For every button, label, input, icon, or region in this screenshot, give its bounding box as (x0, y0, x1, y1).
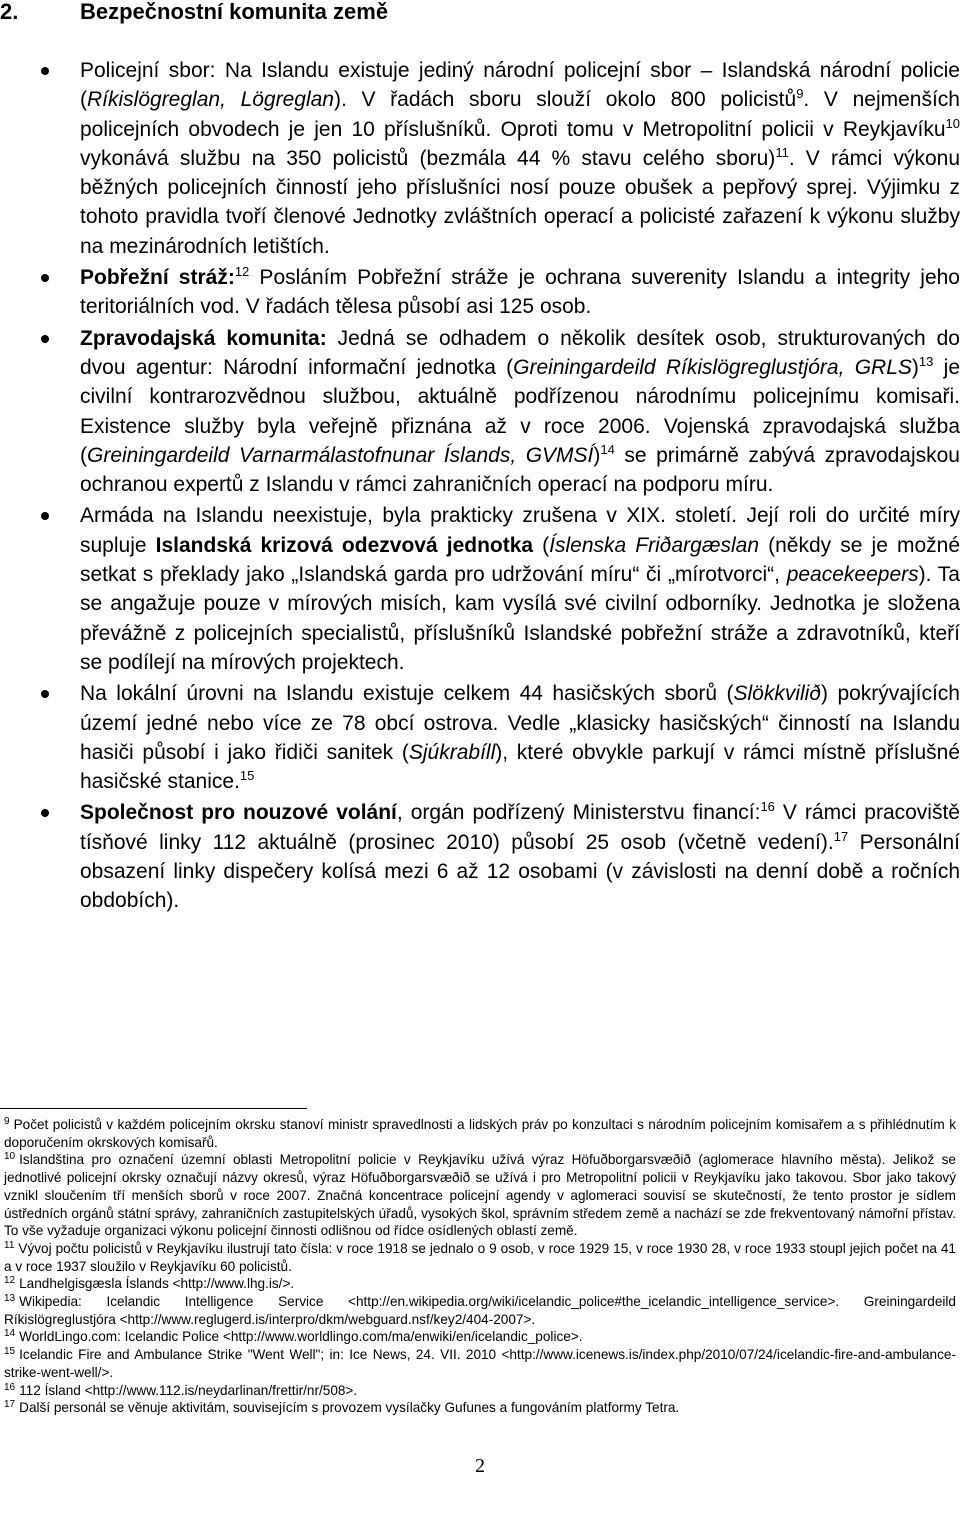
bullet-icon (41, 512, 49, 520)
bullet-icon (41, 809, 49, 817)
footnote: $^9$ Počet policistů v každém policejním okrsku stanoví ministr spravedlnosti a lidských práv po konzultaci s národním policejním komisařem a s přihlédnutím k doporučením okrskových komisařů. (4, 1116, 956, 1150)
list-item-firefighters: Na lokální úrovni na Islandu existuje celkem 44 hasičských sborů (Slökkvilið) pokrývajících území jedné nebo více ze 78 obcí ostrova. Vedle „klasicky hasičských“ činností na Islandu hasiči působí i jako řidiči sanitek (Sjúkrabíll), které obvykle parkují v rámci místně příslušné hasičské stanice.$^{15}$ (80, 679, 960, 796)
list-item-emergency: Společnost pro nouzové volání, orgán podřízený Ministerstvu financí:$^{16}$ V rámci pracoviště tísňové linky 112 aktuálně (prosinec 2010) působí 25 osob (včetně vedení).$^{17}$ Personální obsazení linky dispečery kolísá mezi 6 až 12 osobami (v závislosti na denní době a ročních obdobích). (80, 798, 960, 915)
footnote: $^{13}$ Wikipedia: Icelandic Intelligence Service <http://en.wikipedia.org/wiki/icelandic_police#the_icelandic_intelligence_service>. Greiningardeild Ríkislögreglustjóra <http://www.reglugerd.is/interpro/dkm/webguard.nsf/key2/404-2007>. (4, 1293, 956, 1327)
footnote: $^{17}$ Další personál se věnuje aktivitám, souvisejícím s provozem vysílačky Gufunes a fungováním platformy Tetra. (4, 1399, 680, 1416)
footnote: $^{14}$ WorldLingo.com: Icelandic Police <http://www.worldlingo.com/ma/enwiki/en/icelandic_police>. (4, 1328, 583, 1345)
bullet-icon (41, 67, 49, 75)
footnotes (4, 1116, 956, 1417)
footnote-ref: 9 (796, 86, 804, 102)
bullet-icon (41, 335, 49, 343)
footnote-ref: 16 (760, 799, 775, 815)
section-heading (0, 0, 388, 26)
section-number: 2. (0, 0, 19, 24)
footnote-ref: 10 (945, 115, 960, 131)
footnote-ref: 17 (833, 828, 849, 844)
list-item-coast-guard: Pobřežní stráž:$^{12}$ Posláním Pobřežní stráže je ochrana suverenity Islandu a integrity jeho teritoriálních vod. V řadách tělesa působí asi 125 osob. (80, 263, 960, 322)
footnote: $^{16}$ 112 Ísland <http://www.112.is/neydarlinan/frettir/nr/508>. (4, 1381, 358, 1398)
list-item-intelligence: Zpravodajská komunita: Jedná se odhadem o několik desítek osob, strukturovaných do dvou agentur: Národní informační jednotka (Greiningardeild Ríkislögreglustjóra, GRLS)$^{13}$ je civilní kontrarozvědnou službou, aktuálně podřízenou národnímu policejnímu komisaři. Existence služby byla veřejně přiznána až v roce 2006. Vojenská zpravodajská služba (Greiningardeild Varnarmálastofnunar Íslands, GVMSÍ)$^{14}$ se primárně zabývá zpravodajskou ochranou expertů z Islandu v rámci zahraničních operací na podporu míru. (80, 324, 960, 500)
footnote-ref: 14 (600, 441, 615, 457)
footnote: $^{10}$ Islandština pro označení územní oblasti Metropolitní policie v Reykjavíku užívá výraz Höfuðborgarsvæðið (aglomerace hlavního města). Jelikož se jednotlivé policejní okrsky označují názvy okresů, výraz Höfuðborgarsvæðið se užívá i pro Metropolitní policii v Reykjavíku jako takovou. Sbor jako takový vznikl sloučením tří menších sborů v roce 2007. Značná koncentrace policejní agendy v aglomeraci souvisí se skutečností, že tento prostor je sídlem ústředních orgánů státní správy, zahraničních zastupitelských úřadů, vysokých škol, správním středem země a nachází se zde frekventovaný námořní přístav. To vše vyžaduje organizaci výkonu policejní činnosti odlišnou od řídce osídlených oblastí země. (4, 1151, 956, 1239)
list-item-army: Armáda na Islandu neexistuje, byla prakticky zrušena v XIX. století. Její roli do určité míry supluje Islandská krizová odezvová jednotka (Íslenska Friðargæslan (někdy se je možné setkat s překlady jako „Islandská garda pro udržování míru“ či „mírotvorci“, peacekeepers). Ta se angažuje pouze v mírových misích, kam vysílá své civilní odborníky. Jednotka je složena převážně z policejních specialistů, příslušníků Islandské pobřežní stráže a zdravotníků, kteří se podílejí na mírových projektech. (80, 501, 960, 677)
footnote-ref: 12 (234, 264, 250, 280)
section-title: Bezpečnostní komunita země (80, 0, 389, 24)
list-item-police: Policejní sbor: Na Islandu existuje jediný národní policejní sbor – Islandská národní policie (Ríkislögreglan, Lögreglan). V řadách sboru slouží okolo 800 policistů$^9$. V nejmenších policejních obvodech je jen 10 příslušníků. Oproti tomu v Metropolitní policii v Reykjavíku$^{10}$ vykonává službu na 350 policistů (bezmála 44 % stavu celého sboru)$^{11}$. V rámci výkonu běžných policejních činností jeho příslušníci nosí pouze obušek a pepřový sprej. Výjimku z tohoto pravidla tvoří členové Jednotky zvláštních operací a policisté zařazení k výkonu služby na mezinárodních letištích. (80, 56, 960, 261)
footnote: $^{11}$ Vývoj počtu policistů v Reykjavíku ilustrují tato čísla: v roce 1918 se jednalo o 9 osob, v roce 1929 15, v roce 1930 28, v roce 1933 stoupl jejich počet na 41 a v roce 1937 sloužilo v Reykjavíku 60 policistů. (4, 1239, 956, 1274)
bullet-icon (41, 690, 49, 698)
footnote-separator (0, 1108, 307, 1109)
footnote: $^{15}$ Icelandic Fire and Ambulance Strike "Went Well"; in: Ice News, 24. VII. 2010 <http://www.icenews.is/index.php/2010/07/24/icelandic-fire-and-ambulance-strike-went-well/>. (4, 1346, 956, 1380)
footnote-ref: 15 (239, 768, 255, 784)
bullet-list (80, 56, 960, 918)
bullet-icon (41, 274, 49, 282)
footnote: $^{12}$ Landhelgisgæsla Íslands <http://www.lhg.is/>. (4, 1275, 295, 1292)
page-number: 2 (475, 1455, 485, 1477)
footnote-ref: 13 (918, 353, 934, 369)
footnote-ref: 11 (775, 144, 789, 160)
